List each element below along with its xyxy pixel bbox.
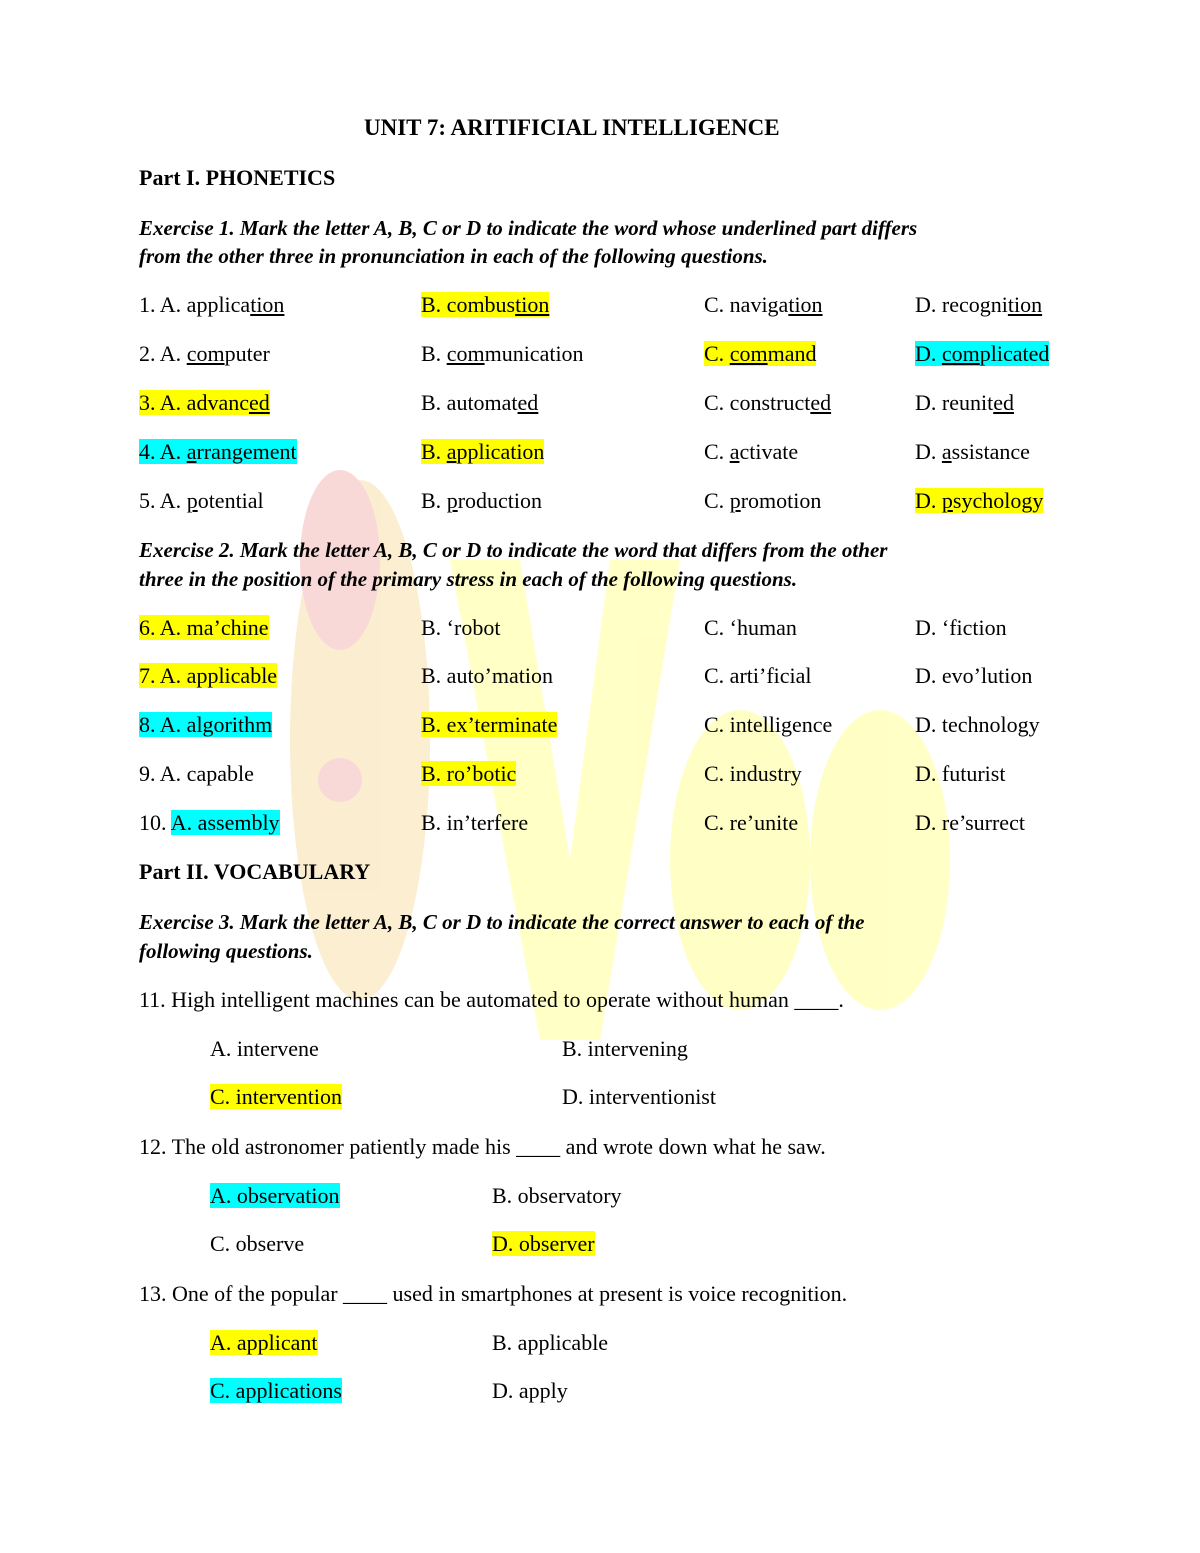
exercise1-option: [421, 291, 549, 319]
option-pre: 5. A.: [139, 488, 187, 513]
option-underlined-part: ed: [993, 390, 1014, 415]
option-text: [915, 488, 1043, 513]
exercise1-option: [915, 291, 1042, 319]
option-text: 9. A. capable: [139, 761, 254, 786]
exercise1-option: [139, 340, 270, 368]
option-text: [421, 390, 538, 415]
option-pre: 2. A.: [139, 341, 187, 366]
option-underlined-part: p: [729, 488, 741, 513]
option-text: C. observe: [210, 1231, 305, 1256]
exercise2-option: [139, 760, 254, 788]
option-text: B. applicable: [492, 1330, 609, 1355]
option-text: D. ‘fiction: [915, 615, 1007, 640]
option-text: [421, 292, 549, 317]
option-pre: B.: [421, 341, 447, 366]
exercise1-option: [915, 389, 1014, 417]
option-pre: 1. A. applica: [139, 292, 251, 317]
option-text: [139, 439, 297, 464]
option-text: [704, 439, 798, 464]
exercise2-option: [704, 662, 812, 690]
option-underlined-part: tion: [788, 292, 823, 317]
option-pre: 3. A. advanc: [139, 390, 249, 415]
option-text: B. ro’botic: [421, 761, 517, 786]
exercise2-option: [421, 760, 516, 788]
option-pre: D. reunit: [915, 390, 994, 415]
option-pre: B. combus: [421, 292, 516, 317]
exercise1-option: [704, 389, 831, 417]
option-underlined-part: com: [446, 341, 485, 366]
option-text: 8. A. algorithm: [139, 712, 273, 737]
option-text: [704, 390, 831, 415]
option-underlined-part: tion: [515, 292, 550, 317]
option-post: otential: [197, 488, 264, 513]
option-post: sychology: [952, 488, 1044, 513]
option-text: A. assembly: [170, 810, 280, 835]
exercise2-option: [421, 711, 557, 739]
option-text: [704, 488, 821, 513]
option-underlined-part: tion: [250, 292, 285, 317]
option-text: B. intervening: [562, 1036, 688, 1061]
option-text: [139, 390, 270, 415]
option-pre: B. automat: [421, 390, 518, 415]
option-text: A. intervene: [210, 1036, 319, 1061]
option-text: B. ‘robot: [421, 615, 501, 640]
option-text: [421, 488, 542, 513]
option-post: romotion: [740, 488, 822, 513]
option-text: C. intelligence: [704, 712, 833, 737]
option-underlined-part: p: [446, 488, 458, 513]
answer-option: [492, 1377, 568, 1405]
exercise1-option: [915, 438, 1030, 466]
answer-option: [210, 1377, 342, 1405]
answer-option: [210, 1182, 340, 1210]
answer-option: [210, 1083, 342, 1111]
exercise2-option: [421, 614, 500, 642]
option-text: [139, 292, 284, 317]
option-text: [704, 292, 823, 317]
exercise1-instruction-line2: from the other three in pronunciation in each of the following questions.: [139, 244, 768, 268]
exercise1-instruction-line1: Exercise 1. Mark the letter A, B, C or D to indicate the word whose underlined part differs: [139, 216, 918, 240]
option-text: C. applications: [210, 1378, 342, 1403]
option-underlined-part: ed: [517, 390, 539, 415]
option-text: C. industry: [704, 761, 802, 786]
option-pre: C.: [704, 488, 730, 513]
option-underlined-part: p: [941, 488, 953, 513]
answer-option: [210, 1230, 304, 1258]
option-post: mand: [767, 341, 817, 366]
option-post: ssistance: [951, 439, 1030, 464]
option-pre: D. recogni: [915, 292, 1008, 317]
exercise1-option: [915, 487, 1043, 515]
option-pre: C.: [704, 341, 730, 366]
answer-option: [210, 1035, 319, 1063]
exercise2-option: [139, 662, 277, 690]
option-underlined-part: ed: [810, 390, 832, 415]
exercise1-option: [915, 340, 1049, 368]
option-text: D. evo’lution: [915, 663, 1033, 688]
question-number: 10.: [139, 810, 171, 835]
exercise1-option: [704, 487, 821, 515]
option-text: C. arti’ficial: [704, 663, 812, 688]
page-title: UNIT 7: ARITIFICIAL INTELLIGENCE: [364, 115, 780, 140]
option-text: D. futurist: [915, 761, 1006, 786]
exercise2-option: [704, 760, 802, 788]
exercise1-option: [421, 340, 584, 368]
option-text: [915, 341, 1049, 366]
question-stem: 13. One of the popular ____ used in smartphones at present is voice recognition.: [139, 1281, 848, 1306]
option-text: 6. A. ma’chine: [139, 615, 269, 640]
exercise3-instruction-line2: following questions.: [139, 939, 313, 963]
exercise1-option: [139, 291, 284, 319]
part2-heading: Part II. VOCABULARY: [139, 859, 371, 884]
option-text: C. re’unite: [704, 810, 799, 835]
option-pre: D.: [915, 439, 942, 464]
option-post: pplication: [456, 439, 545, 464]
exercise1-option: [704, 340, 816, 368]
option-text: [139, 341, 270, 366]
exercise2-option: [915, 760, 1005, 788]
exercise2-option: [704, 711, 832, 739]
option-post: plicated: [979, 341, 1050, 366]
exercise1-option: [704, 438, 798, 466]
exercise2-option: [421, 662, 553, 690]
option-pre: D.: [915, 341, 942, 366]
option-text: [421, 439, 544, 464]
option-underlined-part: p: [186, 488, 198, 513]
exercise1-option: [421, 389, 538, 417]
option-text: [915, 439, 1030, 464]
option-text: B. ex’terminate: [421, 712, 558, 737]
exercise2-option: [139, 711, 272, 739]
exercise2-option: [421, 809, 528, 837]
exercise2-option: [915, 809, 1025, 837]
exercise3-instruction-line1: Exercise 3. Mark the letter A, B, C or D to indicate the correct answer to each of the: [139, 910, 865, 934]
option-text: B. in’terfere: [421, 810, 529, 835]
option-text: [704, 341, 816, 366]
exercise2-instruction-line1: Exercise 2. Mark the letter A, B, C or D to indicate the word that differs from the other: [139, 538, 888, 562]
exercise2-option: [915, 711, 1040, 739]
option-text: [915, 390, 1014, 415]
exercise1-option: [421, 438, 544, 466]
option-text: [139, 488, 264, 513]
option-underlined-part: com: [729, 341, 768, 366]
exercise2-option: [139, 809, 280, 837]
option-text: D. re’surrect: [915, 810, 1025, 835]
option-underlined-part: a: [729, 439, 740, 464]
option-text: D. technology: [915, 712, 1040, 737]
option-post: rrangement: [196, 439, 297, 464]
answer-option: [562, 1035, 688, 1063]
option-underlined-part: a: [941, 439, 952, 464]
option-underlined-part: a: [186, 439, 197, 464]
answer-option: [210, 1329, 318, 1357]
exercise2-option: [139, 614, 269, 642]
option-text: D. interventionist: [562, 1084, 716, 1109]
answer-option: [562, 1083, 716, 1111]
exercise2-instruction-line2: three in the position of the primary stress in each of the following questions.: [139, 567, 798, 591]
option-underlined-part: tion: [1007, 292, 1043, 317]
option-pre: D.: [915, 488, 942, 513]
option-pre: B.: [421, 439, 447, 464]
question-stem: 12. The old astronomer patiently made his ____ and wrote down what he saw.: [139, 1134, 826, 1159]
exercise2-option: [704, 809, 798, 837]
option-post: roduction: [457, 488, 543, 513]
answer-option: [492, 1230, 595, 1258]
option-underlined-part: com: [941, 341, 980, 366]
option-text: C. intervention: [210, 1084, 342, 1109]
option-text: D. observer: [492, 1231, 595, 1256]
exercise2-option: [915, 614, 1007, 642]
option-text: B. auto’mation: [421, 663, 553, 688]
exercise1-option: [139, 438, 297, 466]
exercise1-option: [139, 487, 264, 515]
option-text: [915, 292, 1042, 317]
option-underlined-part: ed: [248, 390, 270, 415]
option-text: A. applicant: [210, 1330, 318, 1355]
answer-option: [492, 1182, 622, 1210]
option-post: munication: [484, 341, 584, 366]
exercise1-option: [421, 487, 542, 515]
exercise1-option: [704, 291, 823, 319]
option-text: A. observation: [210, 1183, 340, 1208]
option-post: ctivate: [739, 439, 799, 464]
option-underlined-part: com: [186, 341, 225, 366]
option-text: B. observatory: [492, 1183, 622, 1208]
option-underlined-part: a: [446, 439, 457, 464]
option-post: puter: [224, 341, 270, 366]
answer-option: [492, 1329, 608, 1357]
option-text: C. ‘human: [704, 615, 797, 640]
option-pre: B.: [421, 488, 447, 513]
option-pre: 4. A.: [139, 439, 187, 464]
exercise2-option: [704, 614, 797, 642]
exercise2-option: [915, 662, 1032, 690]
option-pre: C. construct: [704, 390, 811, 415]
exercise1-option: [139, 389, 270, 417]
option-text: [421, 341, 584, 366]
option-text: D. apply: [492, 1378, 568, 1403]
part1-heading: Part I. PHONETICS: [139, 165, 336, 190]
option-pre: C. naviga: [704, 292, 789, 317]
option-text: 7. A. applicable: [139, 663, 278, 688]
option-pre: C.: [704, 439, 730, 464]
question-stem: 11. High intelligent machines can be automated to operate without human ____.: [139, 987, 844, 1012]
